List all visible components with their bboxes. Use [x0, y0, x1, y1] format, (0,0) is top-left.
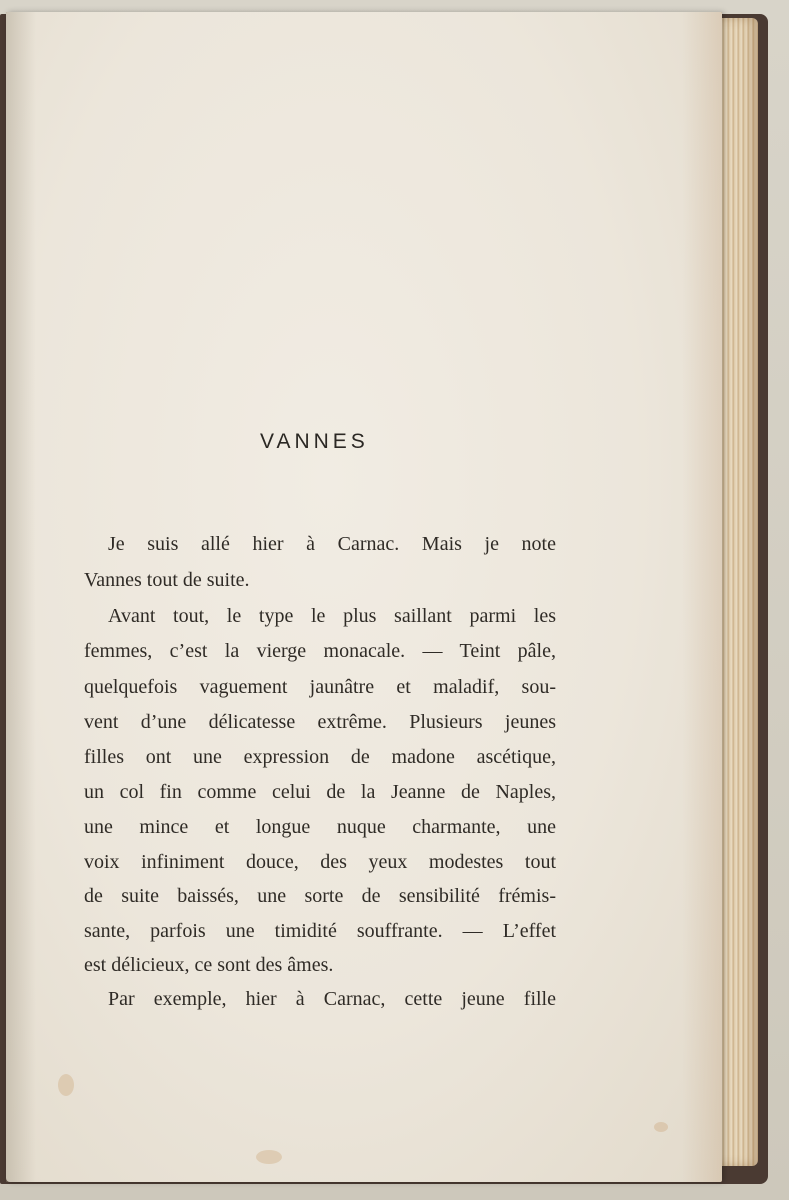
text-line: voix infiniment douce, des yeux modestes tout [84, 851, 556, 873]
book-page [6, 12, 722, 1182]
text-line: Avant tout, le type le plus saillant parmi les [108, 605, 556, 627]
text-line: Par exemple, hier à Carnac, cette jeune fille [108, 988, 556, 1010]
text-line: Je suis allé hier à Carnac. Mais je note [108, 533, 556, 555]
text-line: filles ont une expression de madone ascétique, [84, 746, 556, 768]
text-line: sante, parfois une timidité souffrante. — L’effet [84, 920, 556, 942]
text-line: une mince et longue nuque charmante, une [84, 816, 556, 838]
body-text [6, 12, 722, 1182]
text-line: quelquefois vaguement jaunâtre et maladif, sou- [84, 676, 556, 698]
text-line: Vannes tout de suite. [84, 569, 250, 591]
text-line: femmes, c’est la vierge monacale. — Teint pâle, [84, 640, 556, 662]
text-line: est délicieux, ce sont des âmes. [84, 954, 334, 976]
text-line: de suite baissés, une sorte de sensibilité frémis- [84, 885, 556, 907]
text-line: un col fin comme celui de la Jeanne de Naples, [84, 781, 556, 803]
text-line: vent d’une délicatesse extrême. Plusieurs jeunes [84, 711, 556, 733]
chapter-title: VANNES [260, 430, 369, 453]
